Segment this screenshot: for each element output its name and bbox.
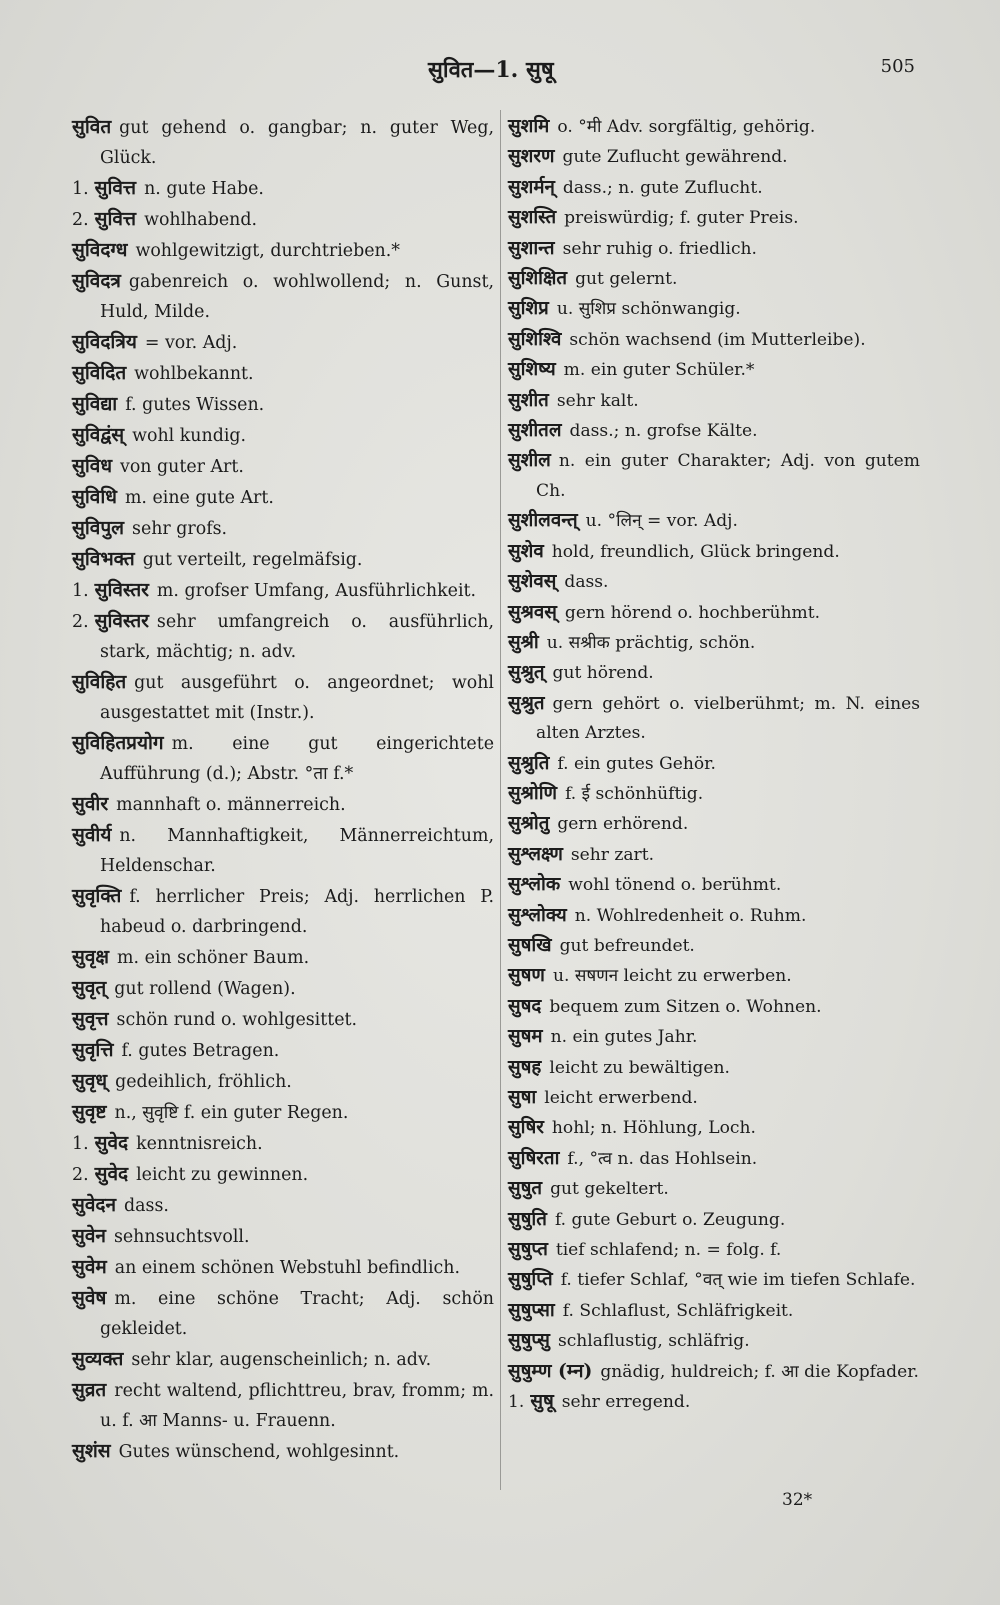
definition: sehr ruhig o. friedlich.	[562, 238, 757, 259]
dictionary-entry	[72, 544, 494, 575]
right-column	[508, 112, 920, 1417]
dictionary-entry	[72, 667, 494, 728]
definition: o. °मी Adv. sorgfältig, gehörig.	[557, 117, 816, 137]
headword: सुश्री	[508, 630, 539, 653]
definition: wohl tönend o. berühmt.	[568, 875, 782, 896]
dictionary-entry	[508, 1357, 920, 1387]
headword: सुवृक्ष	[72, 946, 110, 968]
headword: सुषद	[508, 994, 542, 1017]
definition: gut gelernt.	[575, 269, 678, 290]
definition: leicht zu bewältigen.	[549, 1057, 730, 1078]
dictionary-entry	[72, 173, 494, 204]
page-header	[0, 50, 1000, 90]
definition: f. gutes Betragen.	[121, 1041, 280, 1061]
headword: सुषुति	[508, 1207, 547, 1230]
dictionary-entry	[72, 451, 494, 482]
definition: u. सषणन leicht zu erwerben.	[552, 966, 792, 987]
headword: सुवीर्य	[72, 824, 112, 846]
headword: सुषिर	[508, 1116, 544, 1139]
headword: सुविद्वंस्	[72, 424, 125, 446]
dictionary-entry	[508, 1265, 920, 1295]
dictionary-entry	[508, 446, 920, 506]
dictionary-entry	[508, 416, 920, 446]
dictionary-entry	[72, 1283, 494, 1344]
definition: schlaflustig, schläfrig.	[557, 1331, 750, 1352]
definition: = vor. Adj.	[144, 333, 238, 353]
headword: सुशान्त	[508, 236, 555, 259]
headword: सुषुम्ण (म्न)	[508, 1359, 593, 1382]
headword: सुषिरता	[508, 1146, 560, 1169]
headword: सुविदत्र	[72, 270, 121, 292]
dictionary-entry	[508, 1296, 920, 1326]
headword: सुशीलवन्त्	[508, 509, 578, 532]
dictionary-entry	[508, 1387, 920, 1417]
headword: सुशीत	[508, 388, 549, 411]
dictionary-entry	[508, 203, 920, 233]
headword: सुविध	[72, 455, 113, 477]
dictionary-entry	[508, 142, 920, 172]
headword: सुषुत	[508, 1177, 543, 1200]
column-divider	[500, 110, 501, 1490]
definition: kenntnisreich.	[136, 1134, 263, 1154]
definition: u. सश्रीक prächtig, schön.	[546, 632, 756, 653]
definition: f. tiefer Schlaf, °वत् wie im tiefen Schlafe.	[560, 1270, 916, 1291]
dictionary-entry	[508, 870, 920, 900]
dictionary-entry	[508, 689, 920, 749]
headword: सुषुप्त	[508, 1238, 548, 1261]
dictionary-entry	[72, 973, 494, 1004]
definition: gern hörend o. hochberühmt.	[564, 602, 821, 623]
homonym-number: 2.	[72, 210, 89, 230]
dictionary-entry	[508, 506, 920, 536]
headword: सुशिश्वि	[508, 327, 562, 350]
headword: सुषण	[508, 964, 545, 987]
definition: f. herrlicher Preis; Adj. herrlichen P. habeud o. darbringend.	[100, 887, 494, 937]
headword: सुशरण	[508, 145, 555, 168]
headword: सुशील	[508, 449, 551, 472]
headword: सुषुप्सा	[508, 1298, 555, 1321]
definition: u. °लिन् = vor. Adj.	[585, 511, 738, 532]
headword: सुश्लोक्य	[508, 903, 567, 926]
homonym-number: 2.	[72, 1165, 89, 1185]
homonym-number: 1.	[72, 581, 89, 601]
definition: n. ein gutes Jahr.	[550, 1027, 698, 1048]
definition: gut befreundet.	[559, 935, 695, 956]
definition: f., °त्व n. das Hohlsein.	[567, 1148, 758, 1169]
definition: gut verteilt, regelmäfsig.	[142, 550, 363, 570]
definition: wohlgewitzigt, durchtrieben.*	[135, 241, 400, 261]
definition: preiswürdig; f. guter Preis.	[564, 208, 799, 229]
headword: सुश्रवस्	[508, 600, 557, 623]
definition: m. ein schöner Baum.	[117, 948, 310, 968]
dictionary-entry	[508, 992, 920, 1022]
headword: सुषह	[508, 1055, 542, 1078]
dictionary-entry	[72, 358, 494, 389]
definition: bequem zum Sitzen o. Wohnen.	[549, 996, 822, 1017]
headword: सुव्यक्त	[72, 1348, 124, 1370]
definition: n., सुवृष्टि f. ein guter Regen.	[114, 1103, 349, 1123]
definition: n. ein guter Charakter; Adj. von gutem Ch.	[536, 451, 920, 501]
headword: सुविपुल	[72, 517, 125, 539]
headword: सुश्रोतु	[508, 812, 550, 835]
dictionary-entry	[72, 235, 494, 266]
definition: u. सुशिप्र schönwangig.	[556, 299, 741, 320]
headword: सुवृत्	[72, 977, 107, 999]
dictionary-entry	[508, 749, 920, 779]
headword: सुवृध्	[72, 1070, 108, 1092]
dictionary-entry	[508, 779, 920, 809]
dictionary-entry	[508, 173, 920, 203]
headword: सुविदत्रिय	[72, 331, 137, 353]
headword: सुषा	[508, 1086, 537, 1108]
headword: सुविहित	[72, 671, 127, 693]
dictionary-entry	[72, 820, 494, 881]
definition: sehr kalt.	[556, 390, 639, 411]
definition: sehnsuchtsvoll.	[113, 1227, 250, 1247]
dictionary-entry	[72, 1004, 494, 1035]
dictionary-entry	[72, 1221, 494, 1252]
headword: सुश्रुति	[508, 751, 550, 774]
dictionary-entry	[508, 386, 920, 416]
headword: सुशस्ति	[508, 206, 557, 229]
headword: सुवित	[72, 116, 112, 138]
dictionary-entry	[508, 1053, 920, 1083]
headword: सुवेन	[72, 1225, 106, 1247]
headword: सुशंस	[72, 1440, 111, 1462]
definition: gnädig, huldreich; f. आ die Kopfader.	[600, 1361, 919, 1382]
definition: sehr umfangreich o. ausführlich, stark, mächtig; n. adv.	[100, 612, 494, 662]
dictionary-entry	[72, 1190, 494, 1221]
definition: m. eine schöne Tracht; Adj. schön gekleidet.	[100, 1289, 494, 1339]
headword: सुवेम	[72, 1256, 107, 1278]
definition: hohl; n. Höhlung, Loch.	[551, 1118, 756, 1139]
dictionary-entry	[508, 1022, 920, 1052]
definition: dass.; n. grofse Kälte.	[569, 421, 758, 442]
headword: सुशमि	[508, 115, 550, 137]
definition: gut rollend (Wagen).	[114, 979, 296, 999]
definition: gedeihlich, fröhlich.	[115, 1072, 292, 1092]
dictionary-entry	[508, 355, 920, 385]
dictionary-entry	[508, 264, 920, 294]
homonym-number: 1.	[508, 1392, 525, 1413]
dictionary-entry	[508, 598, 920, 628]
definition: sehr erregend.	[561, 1392, 691, 1413]
definition: wohlhabend.	[144, 210, 258, 230]
definition: wohlbekannt.	[134, 364, 254, 384]
headword: सुशेवस्	[508, 570, 557, 593]
dictionary-entry	[72, 575, 494, 606]
dictionary-entry	[72, 1097, 494, 1128]
headword: सुवेद	[94, 1163, 129, 1185]
dictionary-entry	[508, 809, 920, 839]
definition: sehr klar, augenscheinlich; n. adv.	[131, 1350, 432, 1370]
definition: gut hörend.	[552, 663, 654, 684]
headword: सुवृक्ति	[72, 885, 122, 907]
headword: सुशेव	[508, 539, 544, 562]
definition: schön rund o. wohlgesittet.	[116, 1010, 358, 1030]
headword: सुवृष्ट	[72, 1101, 107, 1123]
definition: f. ein gutes Gehör.	[557, 753, 716, 774]
dictionary-entry	[508, 961, 920, 991]
definition: gern gehört o. vielberühmt; m. N. eines alten Arztes.	[536, 693, 920, 744]
definition: wohl kundig.	[132, 426, 247, 446]
homonym-number: 1.	[72, 1134, 89, 1154]
headword: सुविद्या	[72, 393, 118, 415]
homonym-number: 2.	[72, 612, 89, 632]
dictionary-entry	[508, 294, 920, 324]
headword: सुव्रत	[72, 1379, 107, 1401]
headword: सुशीतल	[508, 419, 562, 442]
definition: sehr zart.	[570, 844, 655, 865]
headword: सुविभक्त	[72, 548, 135, 570]
definition: gabenreich o. wohlwollend; n. Gunst, Huld, Milde.	[100, 272, 494, 322]
dictionary-entry	[72, 204, 494, 235]
definition: recht waltend, pflichttreu, brav, fromm; m. u. f. आ Manns- u. Frauenn.	[100, 1381, 494, 1431]
definition: schön wachsend (im Mutterleibe).	[569, 329, 866, 350]
left-column	[72, 112, 494, 1467]
dictionary-entry	[72, 420, 494, 451]
dictionary-entry	[72, 1159, 494, 1190]
headword: सुश्लक्ष्ण	[508, 842, 563, 865]
headword: सुविस्तर	[94, 579, 149, 601]
headword: सुविस्तर	[94, 610, 149, 632]
definition: gut gehend o. gangbar; n. guter Weg, Glück.	[100, 118, 494, 168]
headword: सुविधि	[72, 486, 117, 508]
headword: सुषखि	[508, 933, 552, 956]
definition: von guter Art.	[120, 457, 244, 477]
definition: m. ein guter Schüler.*	[563, 360, 755, 381]
definition: gut ausgeführt o. angeordnet; wohl ausgestattet mit (Instr.).	[100, 673, 494, 723]
definition: m. eine gute Art.	[124, 488, 274, 508]
definition: n. Wohlredenheit o. Ruhm.	[574, 905, 807, 926]
dictionary-entry	[508, 325, 920, 355]
definition: tief schlafend; n. = folg. f.	[555, 1240, 782, 1261]
definition: an einem schönen Webstuhl befindlich.	[114, 1258, 461, 1278]
definition: gut gekeltert.	[550, 1179, 669, 1200]
dictionary-entry	[508, 1144, 920, 1174]
dictionary-entry	[508, 567, 920, 597]
dictionary-entry	[72, 513, 494, 544]
headword: सुशिप्र	[508, 297, 549, 320]
dictionary-entry	[72, 389, 494, 420]
running-head: सुवित—1. सुषू	[428, 57, 554, 83]
dictionary-entry	[508, 1235, 920, 1265]
definition: f. gutes Wissen.	[125, 395, 265, 415]
dictionary-entry	[508, 234, 920, 264]
signature-mark: 32*	[782, 1490, 813, 1510]
definition: Gutes wünschend, wohlgesinnt.	[118, 1442, 400, 1462]
dictionary-entry	[508, 658, 920, 688]
dictionary-entry	[72, 1375, 494, 1436]
definition: m. grofser Umfang, Ausführlichkeit.	[156, 581, 477, 601]
definition: f. gute Geburt o. Zeugung.	[554, 1209, 786, 1230]
dictionary-entry	[508, 931, 920, 961]
headword: सुषुप्ति	[508, 1268, 553, 1291]
definition: sehr grofs.	[132, 519, 228, 539]
dictionary-entry	[72, 728, 494, 789]
headword: सुशिष्य	[508, 358, 556, 381]
dictionary-entry	[72, 266, 494, 327]
dictionary-entry	[508, 1113, 920, 1143]
dictionary-entry	[72, 942, 494, 973]
dictionary-entry	[508, 1205, 920, 1235]
headword: सुश्रुत	[508, 691, 545, 714]
definition: gute Zuflucht gewährend.	[562, 147, 788, 168]
dictionary-entry	[508, 537, 920, 567]
headword: सुशिक्षित	[508, 267, 568, 290]
headword: सुवेद	[94, 1132, 129, 1154]
headword: सुवित्त	[94, 177, 137, 199]
dictionary-entry	[72, 1066, 494, 1097]
dictionary-entry	[72, 881, 494, 942]
headword: सुषुप्सु	[508, 1329, 550, 1352]
definition: n. Mannhaftigkeit, Männerreichtum, Heldenschar.	[100, 826, 494, 876]
headword: सुवेष	[72, 1287, 107, 1309]
dictionary-entry	[72, 1128, 494, 1159]
dictionary-entry	[72, 112, 494, 173]
dictionary-entry	[508, 1326, 920, 1356]
headword: सुविदित	[72, 362, 127, 384]
dictionary-entry	[72, 1252, 494, 1283]
dictionary-entry	[72, 789, 494, 820]
definition: n. gute Habe.	[144, 179, 264, 199]
definition: hold, freundlich, Glück bringend.	[551, 541, 840, 562]
headword: सुवेदन	[72, 1194, 117, 1216]
definition: f. Schlaflust, Schläfrigkeit.	[562, 1300, 794, 1321]
headword: सुवीर	[72, 793, 109, 815]
dictionary-entry	[508, 112, 920, 142]
headword: सुवित्त	[94, 208, 137, 230]
dictionary-entry	[72, 327, 494, 358]
page-number: 505	[880, 56, 915, 77]
headword: सुषू	[530, 1390, 554, 1413]
headword: सुशर्मन्	[508, 175, 555, 198]
definition: dass.	[124, 1196, 169, 1216]
definition: dass.	[564, 572, 609, 593]
dictionary-entry	[72, 1436, 494, 1467]
homonym-number: 1.	[72, 179, 89, 199]
definition: leicht erwerbend.	[544, 1088, 698, 1108]
dictionary-entry	[508, 1083, 920, 1113]
dictionary-entry	[508, 1174, 920, 1204]
definition: mannhaft o. männerreich.	[116, 795, 346, 815]
headword: सुवृत्त	[72, 1008, 109, 1030]
dictionary-entry	[72, 482, 494, 513]
headword: सुवृत्ति	[72, 1039, 114, 1061]
dictionary-entry	[508, 840, 920, 870]
headword: सुश्रुत्	[508, 661, 545, 684]
headword: सुश्रोणि	[508, 781, 558, 804]
definition: leicht zu gewinnen.	[136, 1165, 309, 1185]
definition: gern erhörend.	[557, 814, 689, 835]
dictionary-entry	[508, 901, 920, 931]
definition: f. ई schönhüftig.	[565, 783, 704, 804]
headword: सुविहितप्रयोग	[72, 732, 164, 754]
dictionary-entry	[72, 1344, 494, 1375]
dictionary-entry	[508, 628, 920, 658]
headword: सुषम	[508, 1025, 543, 1048]
definition: dass.; n. gute Zuflucht.	[562, 177, 763, 198]
dictionary-entry	[72, 606, 494, 667]
definition: m. eine gut eingerichtete Aufführung (d.); Abstr. °ता f.*	[100, 734, 494, 784]
headword: सुविदग्ध	[72, 239, 128, 261]
headword: सुश्लोक	[508, 873, 561, 896]
dictionary-entry	[72, 1035, 494, 1066]
